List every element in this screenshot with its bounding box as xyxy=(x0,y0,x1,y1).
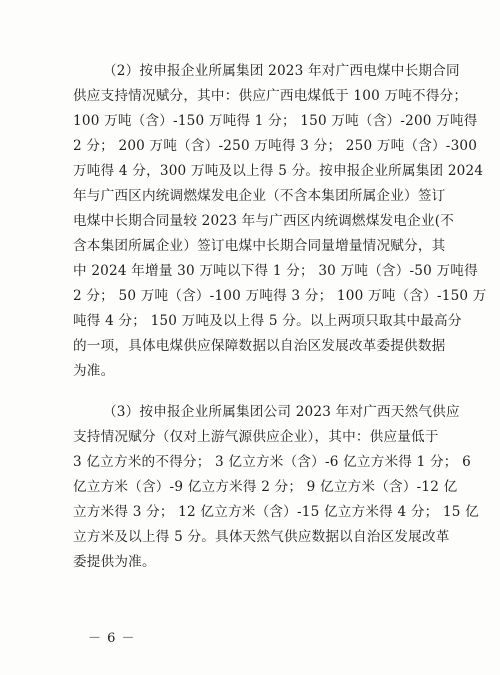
text-line: 2 分； 50 万吨（含）-100 万吨得 3 分； 100 万吨（含）-150 万 xyxy=(73,288,487,304)
text-line: 万吨得 4 分，300 万吨及以上得 5 分。按申报企业所属集团 2024 xyxy=(73,163,484,179)
text-line: 电煤中长期合同量较 2023 年与广西区内统调燃煤发电企业(不 xyxy=(73,213,454,229)
text-line: 中 2024 年增量 30 万吨以下得 1 分； 30 万吨（含）-50 万吨得 xyxy=(73,263,478,279)
text-line: 为准。 xyxy=(73,363,115,379)
page-number: － 6 － xyxy=(88,631,136,646)
text-line: 委提供为准。 xyxy=(73,554,156,570)
text-line: 100 万吨（含）-150 万吨得 1 分； 150 万吨（含）-200 万吨得 xyxy=(73,113,478,129)
text-line: （3）按申报企业所属集团公司 2023 年对广西天然气供应 xyxy=(103,404,460,420)
text-line: 年与广西区内统调燃煤发电企业（不含本集团所属企业）签订 xyxy=(73,188,446,204)
text-line: 立方米得 3 分； 12 亿立方米（含）-15 亿立方米得 4 分； 15 亿 xyxy=(73,504,479,520)
text-line: 供应支持情况赋分，其中：供应广西电煤低于 100 万吨不得分； xyxy=(73,88,468,104)
text-line: 吨得 4 分； 150 万吨及以上得 5 分。以上两项只取其中最高分 xyxy=(73,313,462,329)
text-line: 含本集团所属企业）签订电煤中长期合同量增量情况赋分，其 xyxy=(73,238,446,254)
text-line: 3 亿立方米的不得分； 3 亿立方米（含）-6 亿立方米得 1 分； 6 xyxy=(73,454,471,470)
text-line: 亿立方米（含）-9 亿立方米得 2 分； 9 亿立方米（含）-12 亿 xyxy=(73,479,458,495)
text-line: 支持情况赋分（仅对上游气源供应企业），其中：供应量低于 xyxy=(73,429,439,445)
text-line: （2）按申报企业所属集团 2023 年对广西电煤中长期合同 xyxy=(103,63,460,79)
text-line: 的一项，具体电煤供应保障数据以自治区发展改革委提供数据 xyxy=(73,338,446,354)
text-line: 2 分； 200 万吨（含）-250 万吨得 3 分； 250 万吨（含）-300 xyxy=(73,138,478,154)
text-line: 立方米及以上得 5 分。具体天然气供应数据以自治区发展改革 xyxy=(73,529,450,545)
